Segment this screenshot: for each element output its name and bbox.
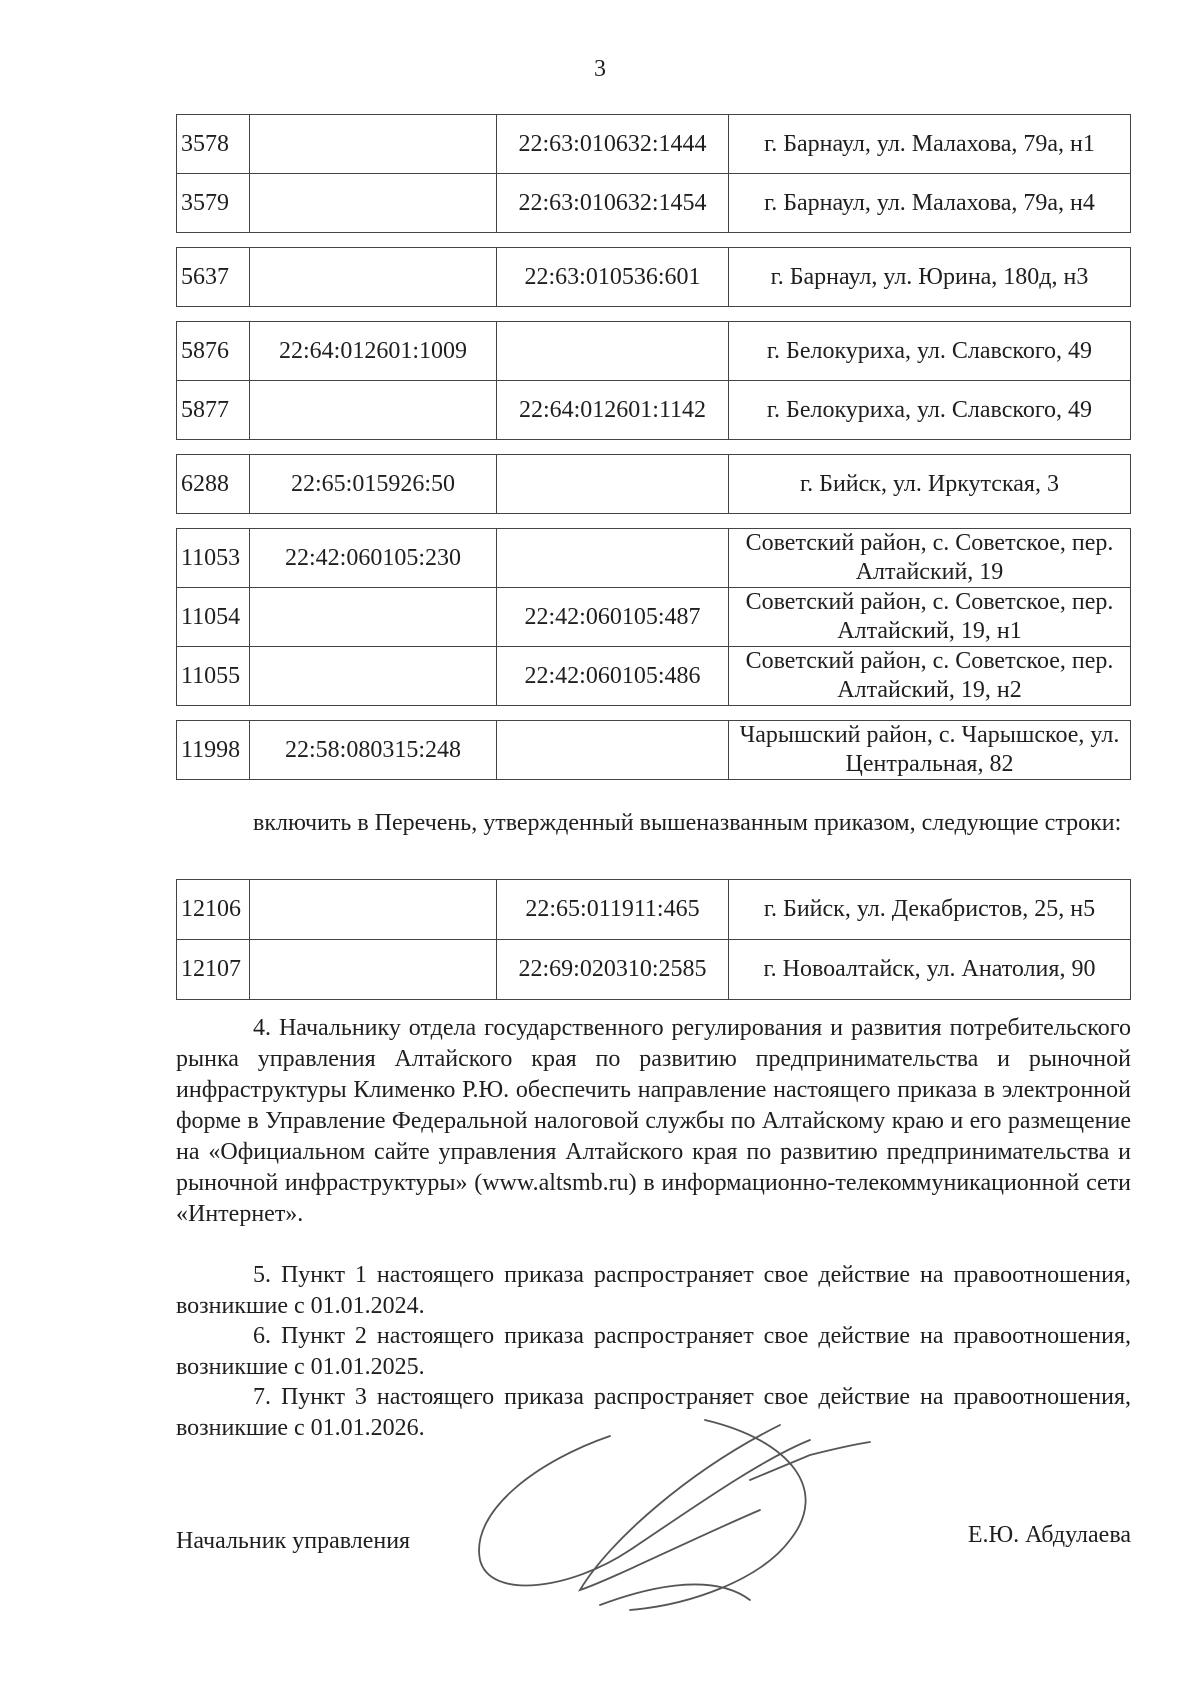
building-cadastral-cell: 22:42:060105:487 — [497, 588, 729, 647]
table-row — [177, 174, 1131, 233]
land-cadastral-cell: 22:65:015926:50 — [250, 455, 497, 514]
table-row — [177, 721, 1131, 780]
land-cadastral-cell: 22:58:080315:248 — [250, 721, 497, 780]
address-cell: г. Барнаул, ул. Малахова, 79а, н1 — [729, 115, 1131, 174]
address-cell: Советский район, с. Советское, пер. Алтайский, 19 — [729, 529, 1131, 588]
page-number: 3 — [594, 56, 606, 82]
land-cadastral-cell — [250, 588, 497, 647]
table-row — [177, 588, 1131, 647]
table-row — [177, 880, 1131, 940]
land-cadastral-cell — [250, 381, 497, 440]
before-table-1 — [176, 247, 1131, 307]
building-cadastral-cell: 22:64:012601:1142 — [497, 381, 729, 440]
table-row — [177, 455, 1131, 514]
table-row — [177, 940, 1131, 1000]
row-number-cell: 3579 — [177, 174, 250, 233]
land-cadastral-cell — [250, 940, 497, 1000]
before-table-2 — [176, 321, 1131, 440]
item-7-paragraph: 7. Пункт 3 настоящего приказа распространяет свое действие на правоотношения, возникшие с 01.01.2026. — [176, 1384, 1131, 1441]
address-cell: г. Барнаул, ул. Юрина, 180д, н3 — [729, 248, 1131, 307]
land-cadastral-cell — [250, 647, 497, 706]
building-cadastral-cell — [497, 721, 729, 780]
signature-position: Начальник управления — [176, 1528, 411, 1554]
row-number-cell: 5637 — [177, 248, 250, 307]
building-cadastral-cell — [497, 455, 729, 514]
signature-name: Е.Ю. Абдулаева — [967, 1522, 1131, 1548]
land-cadastral-cell — [250, 248, 497, 307]
before-table-3 — [176, 454, 1131, 514]
row-number-cell: 11053 — [177, 529, 250, 588]
building-cadastral-cell: 22:63:010632:1454 — [497, 174, 729, 233]
address-cell: Советский район, с. Советское, пер. Алтайский, 19, н2 — [729, 647, 1131, 706]
row-number-cell: 6288 — [177, 455, 250, 514]
address-cell: Советский район, с. Советское, пер. Алтайский, 19, н1 — [729, 588, 1131, 647]
before-table-4 — [176, 528, 1131, 706]
item-6-paragraph: 6. Пункт 2 настоящего приказа распространяет свое действие на правоотношения, возникшие с 01.01.2025. — [176, 1323, 1131, 1380]
before-table-0 — [176, 114, 1131, 233]
item-5-paragraph: 5. Пункт 1 настоящего приказа распространяет свое действие на правоотношения, возникшие с 01.01.2024. — [176, 1262, 1131, 1319]
table-row — [177, 381, 1131, 440]
table-row — [177, 529, 1131, 588]
address-cell: г. Белокуриха, ул. Славского, 49 — [729, 381, 1131, 440]
address-cell: г. Новоалтайск, ул. Анатолия, 90 — [729, 940, 1131, 1000]
table-row — [177, 248, 1131, 307]
table-row — [177, 115, 1131, 174]
land-cadastral-cell: 22:64:012601:1009 — [250, 322, 497, 381]
building-cadastral-cell — [497, 529, 729, 588]
land-cadastral-cell — [250, 880, 497, 940]
building-cadastral-cell: 22:65:011911:465 — [497, 880, 729, 940]
building-cadastral-cell: 22:63:010536:601 — [497, 248, 729, 307]
before-table-5 — [176, 720, 1131, 780]
row-number-cell: 11054 — [177, 588, 250, 647]
handwritten-signature — [460, 1400, 880, 1620]
land-cadastral-cell — [250, 115, 497, 174]
address-cell: г. Барнаул, ул. Малахова, 79а, н4 — [729, 174, 1131, 233]
land-cadastral-cell: 22:42:060105:230 — [250, 529, 497, 588]
row-number-cell: 3578 — [177, 115, 250, 174]
address-cell: Чарышский район, с. Чарышское, ул. Центральная, 82 — [729, 721, 1131, 780]
row-number-cell: 12107 — [177, 940, 250, 1000]
land-cadastral-cell — [250, 174, 497, 233]
row-number-cell: 11055 — [177, 647, 250, 706]
address-cell: г. Бийск, ул. Иркутская, 3 — [729, 455, 1131, 514]
after-table-0 — [176, 879, 1131, 1000]
include-paragraph: включить в Перечень, утвержденный вышеназванным приказом, следующие строки: — [253, 810, 1122, 836]
building-cadastral-cell: 22:42:060105:486 — [497, 647, 729, 706]
row-number-cell: 5876 — [177, 322, 250, 381]
address-cell: г. Бийск, ул. Декабристов, 25, н5 — [729, 880, 1131, 940]
row-number-cell: 12106 — [177, 880, 250, 940]
table-row — [177, 647, 1131, 706]
address-cell: г. Белокуриха, ул. Славского, 49 — [729, 322, 1131, 381]
table-row — [177, 322, 1131, 381]
building-cadastral-cell: 22:69:020310:2585 — [497, 940, 729, 1000]
item-4-paragraph: 4. Начальнику отдела государственного регулирования и развития потребительского рынка управления Алтайского края по развитию предпринимательства и рыночной инфраструктуры Клименко Р.Ю. обеспечить направление настоящего приказа в электронной форме в Управление Федеральной налоговой службы по Алтайскому краю и его размещение на «Официальном сайте управления Алтайского края по развитию предпринимательства и рыночной инфраструктуры» (www.altsmb.ru) в информационно-телекоммуникационной сети «Интернет». — [176, 1015, 1131, 1227]
building-cadastral-cell: 22:63:010632:1444 — [497, 115, 729, 174]
row-number-cell: 5877 — [177, 381, 250, 440]
row-number-cell: 11998 — [177, 721, 250, 780]
building-cadastral-cell — [497, 322, 729, 381]
